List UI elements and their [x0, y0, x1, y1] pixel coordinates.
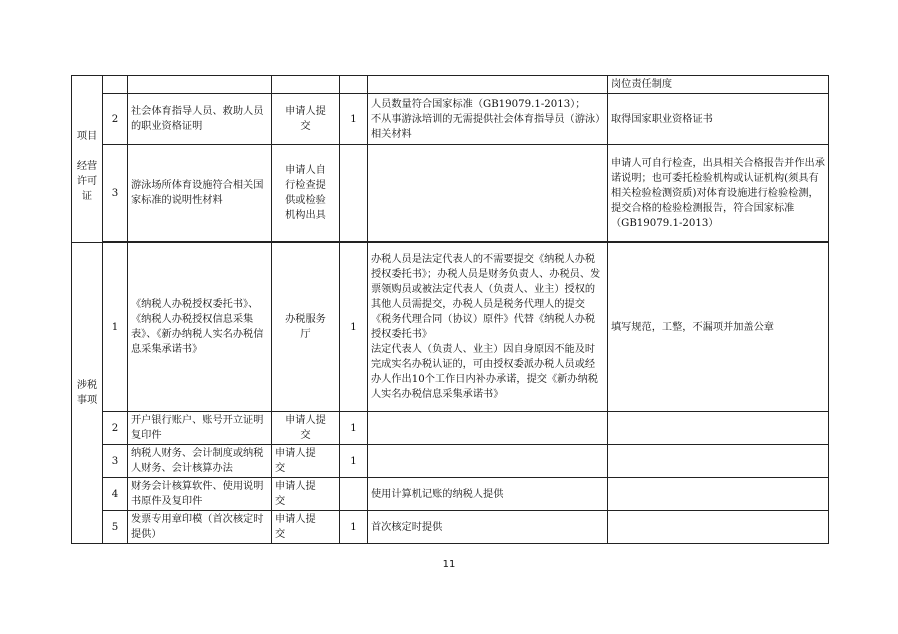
row-requirement: [368, 145, 608, 242]
row-no: 1: [103, 243, 128, 412]
row-requirement: 人员数量符合国家标准（GB19079.1-2013）； 不从事游泳培训的无需提供社会体育指导员（游泳）相关材料: [368, 94, 608, 145]
table-row: [72, 511, 829, 544]
row-source: 申请人提 交: [272, 478, 340, 511]
row-copies: 1: [340, 445, 368, 478]
requirements-table: [71, 75, 829, 544]
row-source: 办税服务 厅: [272, 243, 340, 412]
row-source: 申请人提 交: [272, 94, 340, 145]
row-note: [608, 445, 829, 478]
row-copies: 1: [340, 511, 368, 544]
row-copies: 1: [340, 243, 368, 412]
table-row: [72, 243, 829, 412]
header-cell-source: [272, 76, 340, 94]
table-row: [72, 94, 829, 145]
row-note: 填写规范，工整，不漏项并加盖公章: [608, 243, 829, 412]
row-material-name: 开户银行账户、账号开立证明复印件: [128, 412, 272, 445]
row-no: 3: [103, 445, 128, 478]
row-source: 申请人提 交: [272, 445, 340, 478]
header-cell-name: [128, 76, 272, 94]
header-cell-duty: 岗位责任制度: [608, 76, 829, 94]
row-material-name: 《纳税人办税授权委托书》、《纳税人办税授权信息采集表》、《新办纳税人实名办税信息采集承诺书》: [128, 243, 272, 412]
row-note: [608, 511, 829, 544]
table-row: [72, 145, 829, 242]
row-material-name: 财务会计核算软件、使用说明书原件及复印件: [128, 478, 272, 511]
row-note: [608, 412, 829, 445]
row-requirement: 使用计算机记账的纳税人提供: [368, 478, 608, 511]
row-no: 3: [103, 145, 128, 242]
row-no: 5: [103, 511, 128, 544]
row-requirement: [368, 412, 608, 445]
row-note: [608, 478, 829, 511]
page-number: 11: [442, 559, 456, 570]
header-cell-copies: [340, 76, 368, 94]
category-col-label: 项目: [76, 131, 98, 142]
row-copies: 1: [340, 412, 368, 445]
row-no: 2: [103, 94, 128, 145]
table-row: [72, 412, 829, 445]
row-requirement: 首次核定时提供: [368, 511, 608, 544]
row-no: 4: [103, 478, 128, 511]
row-material-name: 社会体育指导人员、救助人员的职业资格证明: [128, 94, 272, 145]
row-requirement: 办税人员是法定代表人的不需要提交《纳税人办税授权委托书》；办税人员是财务负责人、办税员、发票领购员或被法定代表人（负责人、业主）授权的其他人员需提交，办税人员是税务代理人的提交《税务代理合同（协议）原件》代替《纳税人办税授权委托书》 法定代表人（负责人、业主）因自身原因不能及时完成实名办税认证的，可由授权委派办税人员或经办人作出10个工作日内补办承诺，提交《新办纳税人实名办税信息采集承诺书》: [368, 243, 608, 412]
row-note: 申请人可自行检查，出具相关合格报告并作出承诺说明；也可委托检验机构或认证机构(须具有相关检验检测资质)对体育设施进行检验检测，提交合格的检验检测报告，符合国家标准（GB19079.1-2013）: [608, 145, 829, 242]
row-source: 申请人提 交: [272, 511, 340, 544]
category-cell-license: [72, 76, 103, 243]
table-header-row: [72, 76, 829, 94]
row-material-name: 发票专用章印模（首次核定时提供）: [128, 511, 272, 544]
row-requirement: [368, 445, 608, 478]
header-cell-requirement: [368, 76, 608, 94]
row-copies: [340, 145, 368, 242]
row-note: 取得国家职业资格证书: [608, 94, 829, 145]
table-row: [72, 445, 829, 478]
row-source: 申请人自 行检查提 供或检验 机构出具: [272, 145, 340, 242]
row-material-name: 纳税人财务、会计制度或纳税人财务、会计核算办法: [128, 445, 272, 478]
row-material-name: 游泳场所体育设施符合相关国家标准的说明性材料: [128, 145, 272, 242]
category-name-license: 经营 许可 证: [76, 161, 98, 202]
row-no: 2: [103, 412, 128, 445]
category-cell-tax: 涉税 事项: [72, 243, 103, 544]
row-copies: [340, 478, 368, 511]
header-cell-no: [103, 76, 128, 94]
table-row: [72, 478, 829, 511]
row-source: 申请人提 交: [272, 412, 340, 445]
row-copies: 1: [340, 94, 368, 145]
